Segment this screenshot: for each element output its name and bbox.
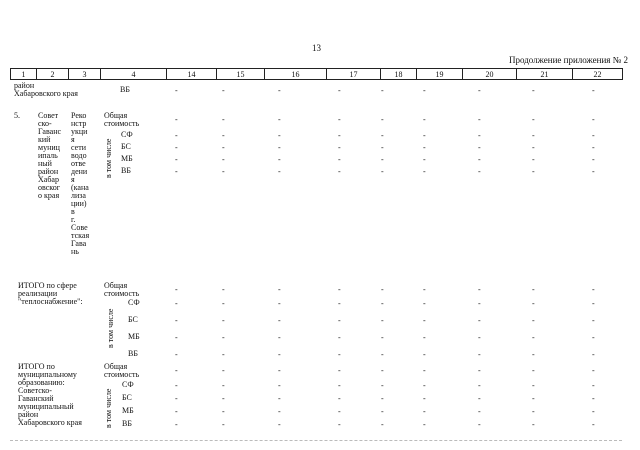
empty-value-dash: - — [478, 299, 481, 308]
source-label: СФ — [128, 298, 140, 307]
empty-value-dash: - — [222, 407, 225, 416]
empty-value-dash: - — [278, 131, 281, 140]
header-row — [10, 68, 623, 80]
source-label: МБ — [122, 406, 134, 415]
empty-value-dash: - — [532, 143, 535, 152]
page-edge — [10, 440, 622, 441]
empty-value-dash: - — [278, 333, 281, 342]
empty-value-dash: - — [175, 299, 178, 308]
in-that-label: в том числе — [104, 138, 113, 178]
empty-value-dash: - — [175, 167, 178, 176]
header-cell: 2 — [37, 69, 69, 80]
empty-value-dash: - — [423, 316, 426, 325]
empty-value-dash: - — [478, 381, 481, 390]
empty-value-dash: - — [592, 394, 595, 403]
empty-value-dash: - — [381, 86, 384, 95]
source-label: ВБ — [128, 349, 138, 358]
itogo-heat-label: ИТОГО по сфере реализации "теплоснабжение": — [18, 281, 83, 306]
empty-value-dash: - — [222, 366, 225, 375]
empty-value-dash: - — [478, 115, 481, 124]
empty-value-dash: - — [381, 167, 384, 176]
empty-value-dash: - — [222, 131, 225, 140]
empty-value-dash: - — [278, 394, 281, 403]
municipality-name: Совет ско- Гаванс кий муниц ипаль ный район Хабар овског о края — [38, 111, 62, 200]
empty-value-dash: - — [532, 350, 535, 359]
empty-value-dash: - — [175, 381, 178, 390]
empty-value-dash: - — [278, 366, 281, 375]
empty-value-dash: - — [278, 86, 281, 95]
empty-value-dash: - — [423, 333, 426, 342]
empty-value-dash: - — [175, 350, 178, 359]
empty-value-dash: - — [338, 394, 341, 403]
empty-value-dash: - — [222, 86, 225, 95]
source-label: МБ — [128, 332, 140, 341]
empty-value-dash: - — [423, 394, 426, 403]
source-label: БС — [128, 315, 138, 324]
empty-value-dash: - — [592, 299, 595, 308]
header-cell: 20 — [463, 69, 517, 80]
empty-value-dash: - — [278, 420, 281, 429]
empty-value-dash: - — [423, 167, 426, 176]
empty-value-dash: - — [381, 366, 384, 375]
empty-value-dash: - — [423, 366, 426, 375]
empty-value-dash: - — [423, 86, 426, 95]
empty-value-dash: - — [381, 115, 384, 124]
empty-value-dash: - — [532, 86, 535, 95]
row-number: 5. — [14, 111, 20, 120]
empty-value-dash: - — [338, 143, 341, 152]
empty-value-dash: - — [175, 394, 178, 403]
empty-value-dash: - — [338, 316, 341, 325]
empty-value-dash: - — [222, 350, 225, 359]
empty-value-dash: - — [478, 167, 481, 176]
empty-value-dash: - — [532, 333, 535, 342]
header-cell: 21 — [517, 69, 573, 80]
empty-value-dash: - — [423, 350, 426, 359]
header-cell: 19 — [417, 69, 463, 80]
empty-value-dash: - — [338, 381, 341, 390]
empty-value-dash: - — [175, 285, 178, 294]
empty-value-dash: - — [532, 285, 535, 294]
empty-value-dash: - — [478, 316, 481, 325]
source-label: БС — [121, 142, 131, 151]
empty-value-dash: - — [222, 333, 225, 342]
empty-value-dash: - — [592, 350, 595, 359]
empty-value-dash: - — [278, 407, 281, 416]
empty-value-dash: - — [478, 143, 481, 152]
empty-value-dash: - — [222, 155, 225, 164]
empty-value-dash: - — [423, 155, 426, 164]
empty-value-dash: - — [478, 86, 481, 95]
empty-value-dash: - — [532, 115, 535, 124]
empty-value-dash: - — [175, 155, 178, 164]
empty-value-dash: - — [592, 407, 595, 416]
header-cell: 3 — [69, 69, 101, 80]
source-label: СФ — [122, 380, 134, 389]
empty-value-dash: - — [592, 131, 595, 140]
measure-name: Реко нстр укци я сети водо отве дени я (кана лиза ции) в г. Сове тская Гава нь — [71, 111, 90, 256]
empty-value-dash: - — [478, 333, 481, 342]
empty-value-dash: - — [381, 131, 384, 140]
source-label: ВБ — [121, 166, 131, 175]
header-cell: 18 — [381, 69, 417, 80]
header-cell: 1 — [11, 69, 37, 80]
empty-value-dash: - — [592, 381, 595, 390]
empty-value-dash: - — [381, 155, 384, 164]
empty-value-dash: - — [278, 167, 281, 176]
empty-value-dash: - — [381, 333, 384, 342]
empty-value-dash: - — [278, 381, 281, 390]
empty-value-dash: - — [592, 285, 595, 294]
empty-value-dash: - — [175, 420, 178, 429]
empty-value-dash: - — [338, 285, 341, 294]
source-label: ВБ — [122, 419, 132, 428]
empty-value-dash: - — [222, 316, 225, 325]
empty-value-dash: - — [423, 299, 426, 308]
empty-value-dash: - — [381, 394, 384, 403]
empty-value-dash: - — [592, 143, 595, 152]
empty-value-dash: - — [338, 167, 341, 176]
empty-value-dash: - — [478, 366, 481, 375]
empty-value-dash: - — [592, 420, 595, 429]
empty-value-dash: - — [423, 407, 426, 416]
empty-value-dash: - — [532, 155, 535, 164]
empty-value-dash: - — [338, 407, 341, 416]
empty-value-dash: - — [423, 131, 426, 140]
empty-value-dash: - — [338, 333, 341, 342]
empty-value-dash: - — [175, 86, 178, 95]
empty-value-dash: - — [381, 381, 384, 390]
empty-value-dash: - — [338, 131, 341, 140]
empty-value-dash: - — [222, 167, 225, 176]
empty-value-dash: - — [478, 420, 481, 429]
empty-value-dash: - — [592, 86, 595, 95]
region-label: район Хабаровского края — [14, 81, 78, 98]
empty-value-dash: - — [222, 381, 225, 390]
empty-value-dash: - — [222, 299, 225, 308]
source-label: БС — [122, 393, 132, 402]
header-cell: 22 — [573, 69, 623, 80]
empty-value-dash: - — [478, 407, 481, 416]
source-label: СФ — [121, 130, 133, 139]
empty-value-dash: - — [338, 86, 341, 95]
header-cell: 17 — [327, 69, 381, 80]
empty-value-dash: - — [338, 350, 341, 359]
empty-value-dash: - — [278, 155, 281, 164]
empty-value-dash: - — [278, 143, 281, 152]
empty-value-dash: - — [592, 316, 595, 325]
continuation-label: Продолжение приложения № 2 — [508, 55, 628, 65]
empty-value-dash: - — [423, 285, 426, 294]
empty-value-dash: - — [592, 333, 595, 342]
empty-value-dash: - — [175, 131, 178, 140]
empty-value-dash: - — [381, 299, 384, 308]
empty-value-dash: - — [532, 316, 535, 325]
empty-value-dash: - — [478, 394, 481, 403]
page-number: 13 — [312, 43, 321, 53]
empty-value-dash: - — [338, 115, 341, 124]
empty-value-dash: - — [592, 366, 595, 375]
empty-value-dash: - — [338, 299, 341, 308]
empty-value-dash: - — [175, 316, 178, 325]
in-that-label: в том числе — [104, 388, 113, 428]
empty-value-dash: - — [278, 115, 281, 124]
empty-value-dash: - — [592, 115, 595, 124]
empty-value-dash: - — [532, 299, 535, 308]
empty-value-dash: - — [338, 155, 341, 164]
header-cell: 4 — [101, 69, 167, 80]
empty-value-dash: - — [222, 143, 225, 152]
empty-value-dash: - — [175, 333, 178, 342]
empty-value-dash: - — [423, 143, 426, 152]
empty-value-dash: - — [175, 407, 178, 416]
empty-value-dash: - — [278, 316, 281, 325]
empty-value-dash: - — [338, 366, 341, 375]
empty-value-dash: - — [478, 155, 481, 164]
empty-value-dash: - — [381, 143, 384, 152]
itogo-mun-label: ИТОГО по муниципальному образованию: Советско- Гаванский муниципальный район Хабаровского края — [18, 362, 82, 427]
empty-value-dash: - — [381, 316, 384, 325]
empty-value-dash: - — [175, 143, 178, 152]
empty-value-dash: - — [532, 381, 535, 390]
empty-value-dash: - — [532, 366, 535, 375]
empty-value-dash: - — [423, 420, 426, 429]
empty-value-dash: - — [222, 115, 225, 124]
empty-value-dash: - — [381, 285, 384, 294]
source-label: ВБ — [120, 85, 130, 94]
total-cost-label: Общая стоимость — [104, 362, 140, 379]
empty-value-dash: - — [423, 381, 426, 390]
empty-value-dash: - — [278, 350, 281, 359]
empty-value-dash: - — [532, 167, 535, 176]
header-cell: 14 — [167, 69, 217, 80]
empty-value-dash: - — [478, 350, 481, 359]
empty-value-dash: - — [175, 366, 178, 375]
empty-value-dash: - — [278, 285, 281, 294]
empty-value-dash: - — [592, 155, 595, 164]
empty-value-dash: - — [222, 394, 225, 403]
empty-value-dash: - — [381, 420, 384, 429]
empty-value-dash: - — [532, 394, 535, 403]
total-cost-label: Общая стоимость — [104, 111, 140, 128]
empty-value-dash: - — [423, 115, 426, 124]
empty-value-dash: - — [478, 131, 481, 140]
empty-value-dash: - — [175, 115, 178, 124]
empty-value-dash: - — [478, 285, 481, 294]
empty-value-dash: - — [532, 407, 535, 416]
total-cost-label: Общая стоимость — [104, 281, 140, 298]
header-cell: 16 — [265, 69, 327, 80]
empty-value-dash: - — [381, 350, 384, 359]
empty-value-dash: - — [222, 420, 225, 429]
empty-value-dash: - — [532, 420, 535, 429]
empty-value-dash: - — [278, 299, 281, 308]
empty-value-dash: - — [222, 285, 225, 294]
in-that-label: в том числе — [106, 308, 115, 348]
empty-value-dash: - — [592, 167, 595, 176]
empty-value-dash: - — [532, 131, 535, 140]
header-cell: 15 — [217, 69, 265, 80]
empty-value-dash: - — [338, 420, 341, 429]
source-label: МБ — [121, 154, 133, 163]
empty-value-dash: - — [381, 407, 384, 416]
